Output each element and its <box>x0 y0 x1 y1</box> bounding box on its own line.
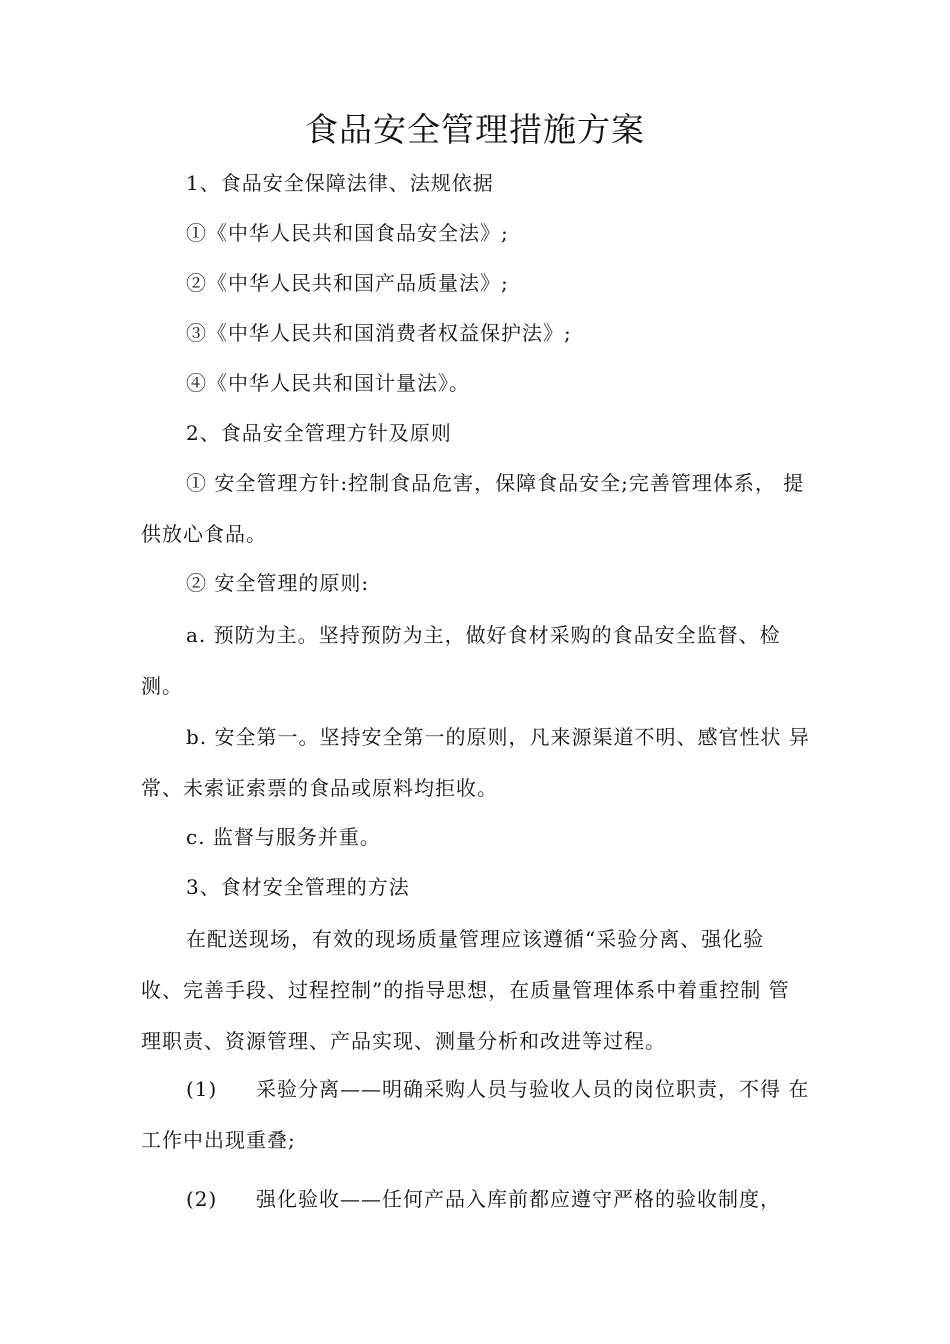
item-text: 强化验收——任何产品入库前都应遵守严格的验收制度， <box>256 1187 781 1211</box>
page-title: 食品安全管理措施方案 <box>305 110 645 149</box>
paragraph-line <box>141 1064 827 1115</box>
paragraph-line: c. 监督与服务并重。 <box>186 825 381 849</box>
paragraph-line: 收、完善手段、过程控制”的指导思想，在质量管理体系中着重控制 管 <box>141 978 790 1002</box>
section-heading-2 <box>141 408 827 459</box>
item-number: (2) <box>186 1187 218 1211</box>
paragraph-line: 工作中出现重叠; <box>141 1128 296 1152</box>
paragraph-line: a. 预防为主。坚持预防为主，做好食材采购的食品安全监督、检 <box>186 623 781 647</box>
method-paragraph <box>141 914 827 1067</box>
law-item-4 <box>141 358 827 409</box>
numbered-item-1 <box>141 1064 827 1166</box>
paragraph-line: ②《中华人民共和国产品质量法》; <box>186 271 509 295</box>
law-item-3 <box>141 308 827 359</box>
paragraph-line: ①《中华人民共和国食品安全法》; <box>186 221 509 245</box>
item-number: (1) <box>186 1077 218 1101</box>
item-text: 采验分离——明确采购人员与验收人员的岗位职责，不得 在 <box>256 1077 810 1101</box>
principle-a <box>141 610 827 712</box>
principle-c <box>141 812 827 863</box>
paragraph-line: 理职责、资源管理、产品实现、测量分析和改进等过程。 <box>141 1029 666 1053</box>
paragraph-line: ③《中华人民共和国消费者权益保护法》; <box>186 321 572 345</box>
principles-heading <box>141 558 827 609</box>
paragraph-line: ① 安全管理方针:控制食品危害，保障食品安全;完善管理体系， 提 <box>186 471 805 495</box>
paragraph-line: ② 安全管理的原则: <box>186 571 370 595</box>
principle-b <box>141 712 827 814</box>
paragraph-line: b. 安全第一。坚持安全第一的原则，凡来源渠道不明、感官性状 异 <box>186 725 810 749</box>
paragraph-line: 3、食材安全管理的方法 <box>186 875 410 899</box>
paragraph-line: 在配送现场，有效的现场质量管理应该遵循“采验分离、强化验 <box>186 927 765 951</box>
paragraph-line: 供放心食品。 <box>141 522 267 546</box>
law-item-2 <box>141 258 827 309</box>
numbered-item-2 <box>141 1174 827 1225</box>
paragraph-line: 常、未索证索票的食品或原料均拒收。 <box>141 776 498 800</box>
policy-paragraph <box>141 458 827 560</box>
section-heading-1 <box>141 158 827 209</box>
paragraph-line: 测。 <box>141 674 183 698</box>
paragraph-line <box>141 1174 827 1225</box>
law-item-1 <box>141 208 827 259</box>
paragraph-line: 1、食品安全保障法律、法规依据 <box>186 171 494 195</box>
section-heading-3 <box>141 862 827 913</box>
paragraph-line: ④《中华人民共和国计量法》。 <box>186 371 470 395</box>
paragraph-line: 2、食品安全管理方针及原则 <box>186 421 452 445</box>
